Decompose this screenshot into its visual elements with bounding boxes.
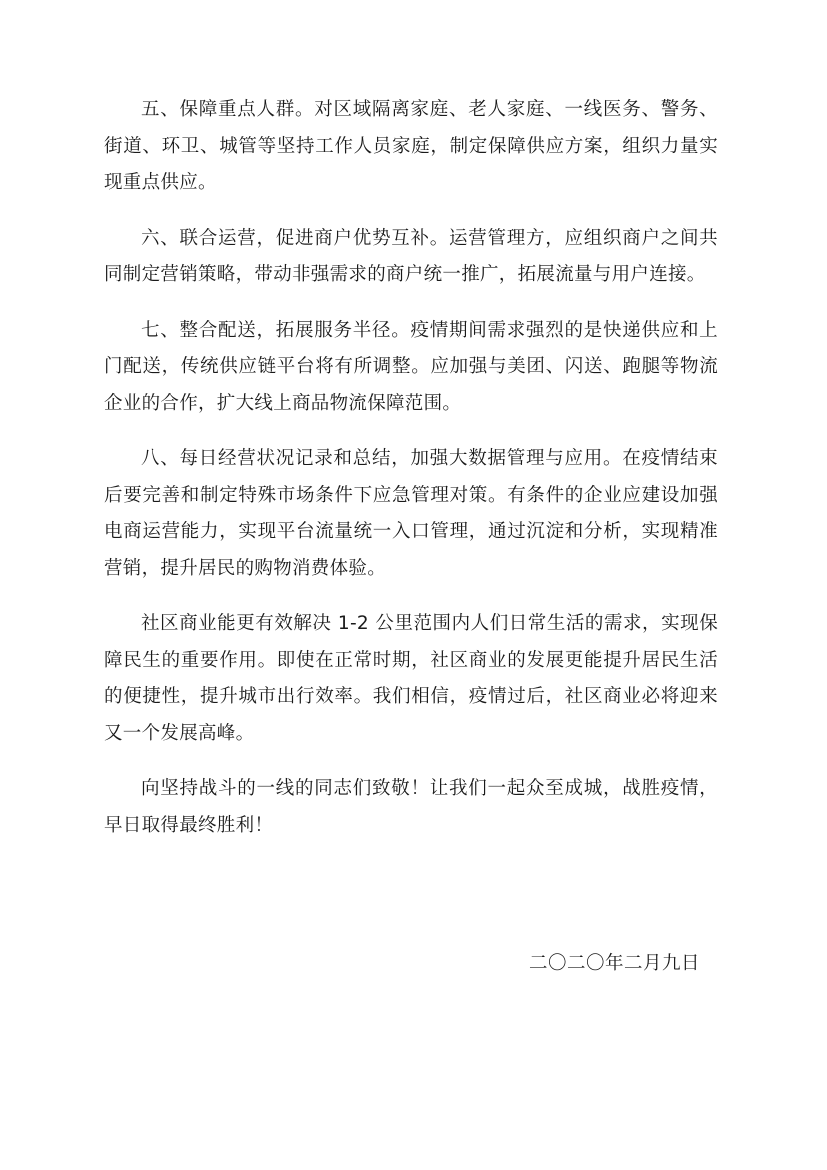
paragraph-6-joint-operation: 六、联合运营，促进商户优势互补。运营管理方，应组织商户之间共同制定营销策略，带动非强需求的商户统一推广，拓展流量与用户连接。 bbox=[104, 227, 718, 285]
paragraph-8-daily-records: 八、每日经营状况记录和总结，加强大数据管理与应用。在疫情结束后要完善和制定特殊市场条件下应急管理对策。有条件的企业应建设加强电商运营能力，实现平台流量统一入口管理，通过沉淀和分析，实现精准营销，提升居民的购物消费体验。 bbox=[104, 448, 718, 579]
paragraph-community-commerce: 社区商业能更有效解决 1-2 公里范围内人们日常生活的需求，实现保障民生的重要作用。即使在正常时期，社区商业的发展更能提升居民生活的便捷性，提升城市出行效率。我们相信，疫情过后，社区商业必将迎来又一个发展高峰。 bbox=[104, 613, 718, 744]
paragraph-7-integrated-delivery: 七、整合配送，拓展服务半径。疫情期间需求强烈的是快递供应和上门配送，传统供应链平台将有所调整。应加强与美团、闪送、跑腿等物流企业的合作，扩大线上商品物流保障范围。 bbox=[104, 319, 718, 414]
paragraph-salute: 向坚持战斗的一线的同志们致敬！让我们一起众至成城，战胜疫情，早日取得最终胜利！ bbox=[104, 778, 718, 836]
document-body bbox=[104, 92, 718, 863]
document-date: 二〇二〇年二月九日 bbox=[528, 953, 700, 974]
paragraph-5-ensure-key-groups: 五、保障重点人群。对区域隔离家庭、老人家庭、一线医务、警务、街道、环卫、城管等坚持工作人员家庭，制定保障供应方案，组织力量实现重点供应。 bbox=[104, 99, 718, 193]
